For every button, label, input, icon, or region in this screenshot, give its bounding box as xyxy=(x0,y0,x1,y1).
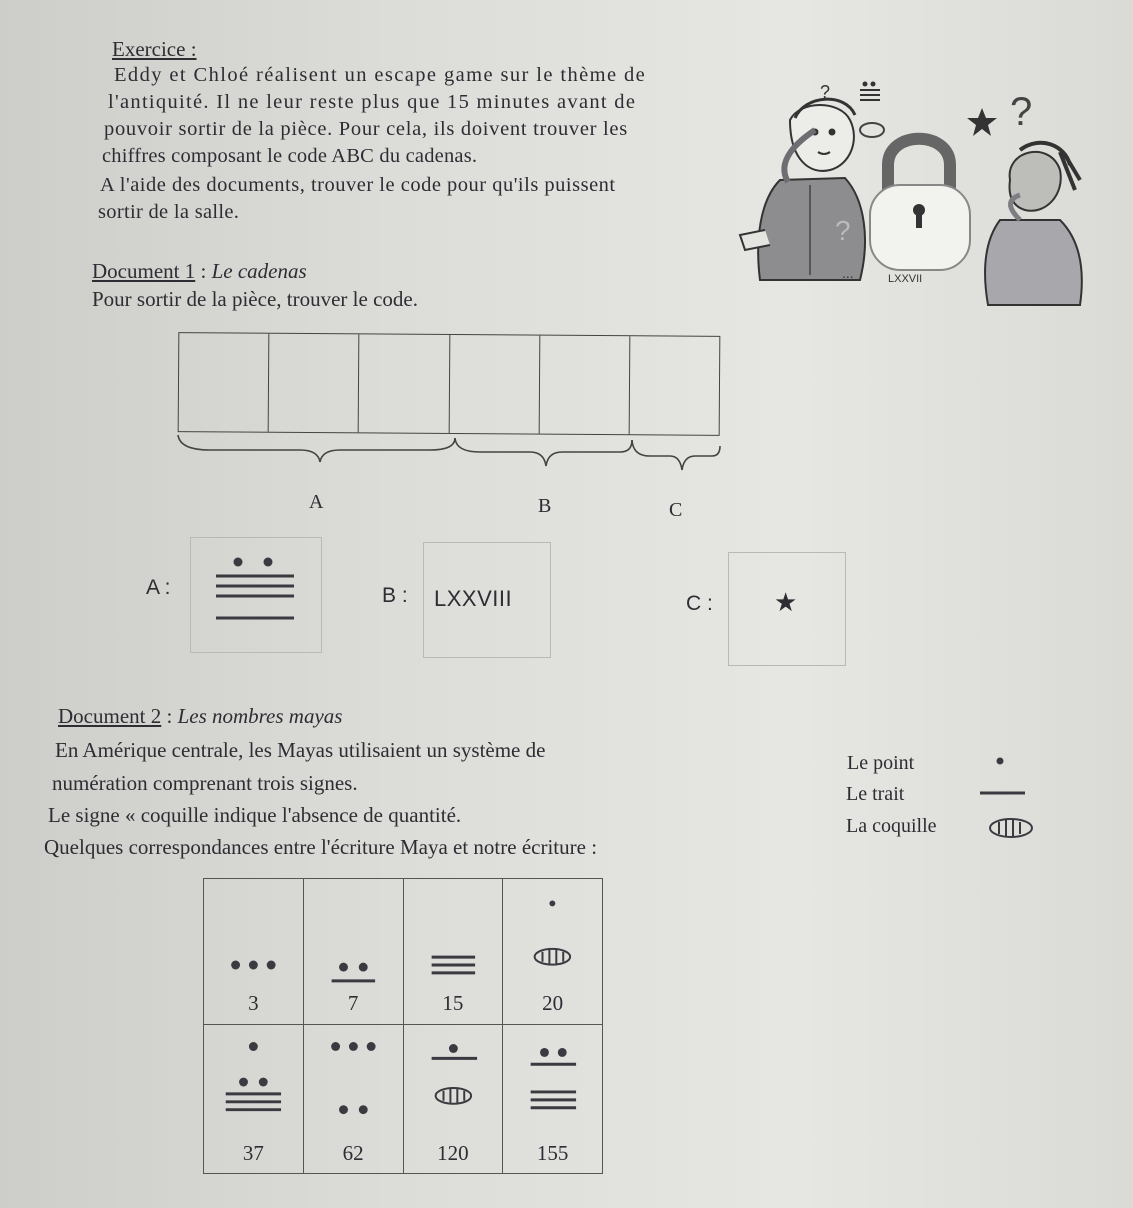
exercise-line-4: chiffres composant le code ABC du cadenas. xyxy=(102,145,478,167)
padlock-label: LXXVII xyxy=(888,273,923,285)
exercise-line-5: A l'aide des documents, trouver le code pour qu'ils puissent xyxy=(100,174,616,196)
code-digit-box[interactable] xyxy=(539,336,630,435)
shell-icon xyxy=(990,819,1032,837)
doc2-line-4: Quelques correspondances entre l'écriture Maya et notre écriture : xyxy=(44,835,598,859)
clue-b-value: LXXVIII xyxy=(434,586,513,611)
doc1-instruction: Pour sortir de la pièce, trouver le code. xyxy=(92,287,418,311)
doc1-title: Document 1 : Le cadenas xyxy=(92,259,307,283)
clue-a-maya-number xyxy=(210,552,300,624)
maya-37 xyxy=(204,1038,303,1133)
legend-symbols xyxy=(975,752,1045,847)
shell-icon xyxy=(860,123,884,137)
maya-155 xyxy=(503,1042,602,1132)
group-label-a: A xyxy=(309,491,324,513)
code-digit-box[interactable] xyxy=(179,333,270,432)
girl-figure xyxy=(985,143,1082,305)
group-label-c: C xyxy=(669,499,683,521)
star-icon xyxy=(967,108,997,136)
maya-correspondence-table xyxy=(203,878,603,1174)
code-digit-boxes xyxy=(178,332,721,436)
maya-20 xyxy=(503,897,602,977)
legend-point-label: Le point xyxy=(847,752,915,774)
table-cell: 120 xyxy=(404,1024,504,1174)
dot-icon xyxy=(997,758,1004,765)
code-digit-box[interactable] xyxy=(359,334,450,433)
table-cell: 7 xyxy=(304,879,404,1024)
table-cell: 62 xyxy=(304,1024,404,1174)
table-row xyxy=(204,879,602,1025)
exercise-title: Exercice : xyxy=(112,37,197,61)
table-cell: 37 xyxy=(204,1024,304,1174)
boy-figure xyxy=(740,99,865,280)
exercise-line-1: Eddy et Chloé réalisent un escape game sur le thème de xyxy=(114,64,647,86)
group-label-b: B xyxy=(538,495,552,517)
exercise-line-3: pouvoir sortir de la pièce. Pour cela, ils doivent trouver les xyxy=(104,118,628,140)
grouping-braces xyxy=(170,430,730,480)
question-mark-small: ? xyxy=(820,82,831,102)
maya-symbol-icon xyxy=(860,82,880,101)
question-mark-large: ? xyxy=(1010,90,1033,134)
escape-game-illustration xyxy=(720,70,1100,310)
code-digit-box[interactable] xyxy=(269,334,360,433)
maya-15 xyxy=(404,951,503,981)
legend-shell-label: La coquille xyxy=(846,815,937,837)
ellipsis-text: ... xyxy=(842,265,854,281)
question-mark-faded: ? xyxy=(835,215,851,246)
clue-a-label: A : xyxy=(146,576,171,599)
doc2-line-2: numération comprenant trois signes. xyxy=(52,771,358,795)
table-cell: 3 xyxy=(204,879,304,1024)
code-digit-box[interactable] xyxy=(630,336,720,435)
clue-c-label: C : xyxy=(686,592,713,615)
table-cell: 155 xyxy=(503,1024,602,1174)
exercise-line-6: sortir de la salle. xyxy=(98,201,240,223)
table-cell: 20 xyxy=(503,879,602,1024)
exercise-line-2: l'antiquité. Il ne leur reste plus que 15 minutes avant de xyxy=(108,91,637,113)
maya-62 xyxy=(304,1038,403,1128)
padlock-icon xyxy=(870,139,970,270)
maya-120 xyxy=(404,1038,503,1133)
clue-c-star: ★ xyxy=(774,588,798,618)
maya-7 xyxy=(304,959,403,989)
doc2-line-3: Le signe « coquille indique l'absence de quantité. xyxy=(48,803,462,827)
code-digit-box[interactable] xyxy=(449,335,540,434)
legend-bar-label: Le trait xyxy=(846,783,905,805)
clue-b-label: B : xyxy=(382,584,408,607)
doc2-line-1: En Amérique centrale, les Mayas utilisaient un système de xyxy=(55,738,546,762)
table-row xyxy=(204,1024,602,1174)
maya-3 xyxy=(204,955,303,975)
doc2-title: Document 2 : Les nombres mayas xyxy=(58,704,343,728)
table-cell: 15 xyxy=(404,879,504,1024)
